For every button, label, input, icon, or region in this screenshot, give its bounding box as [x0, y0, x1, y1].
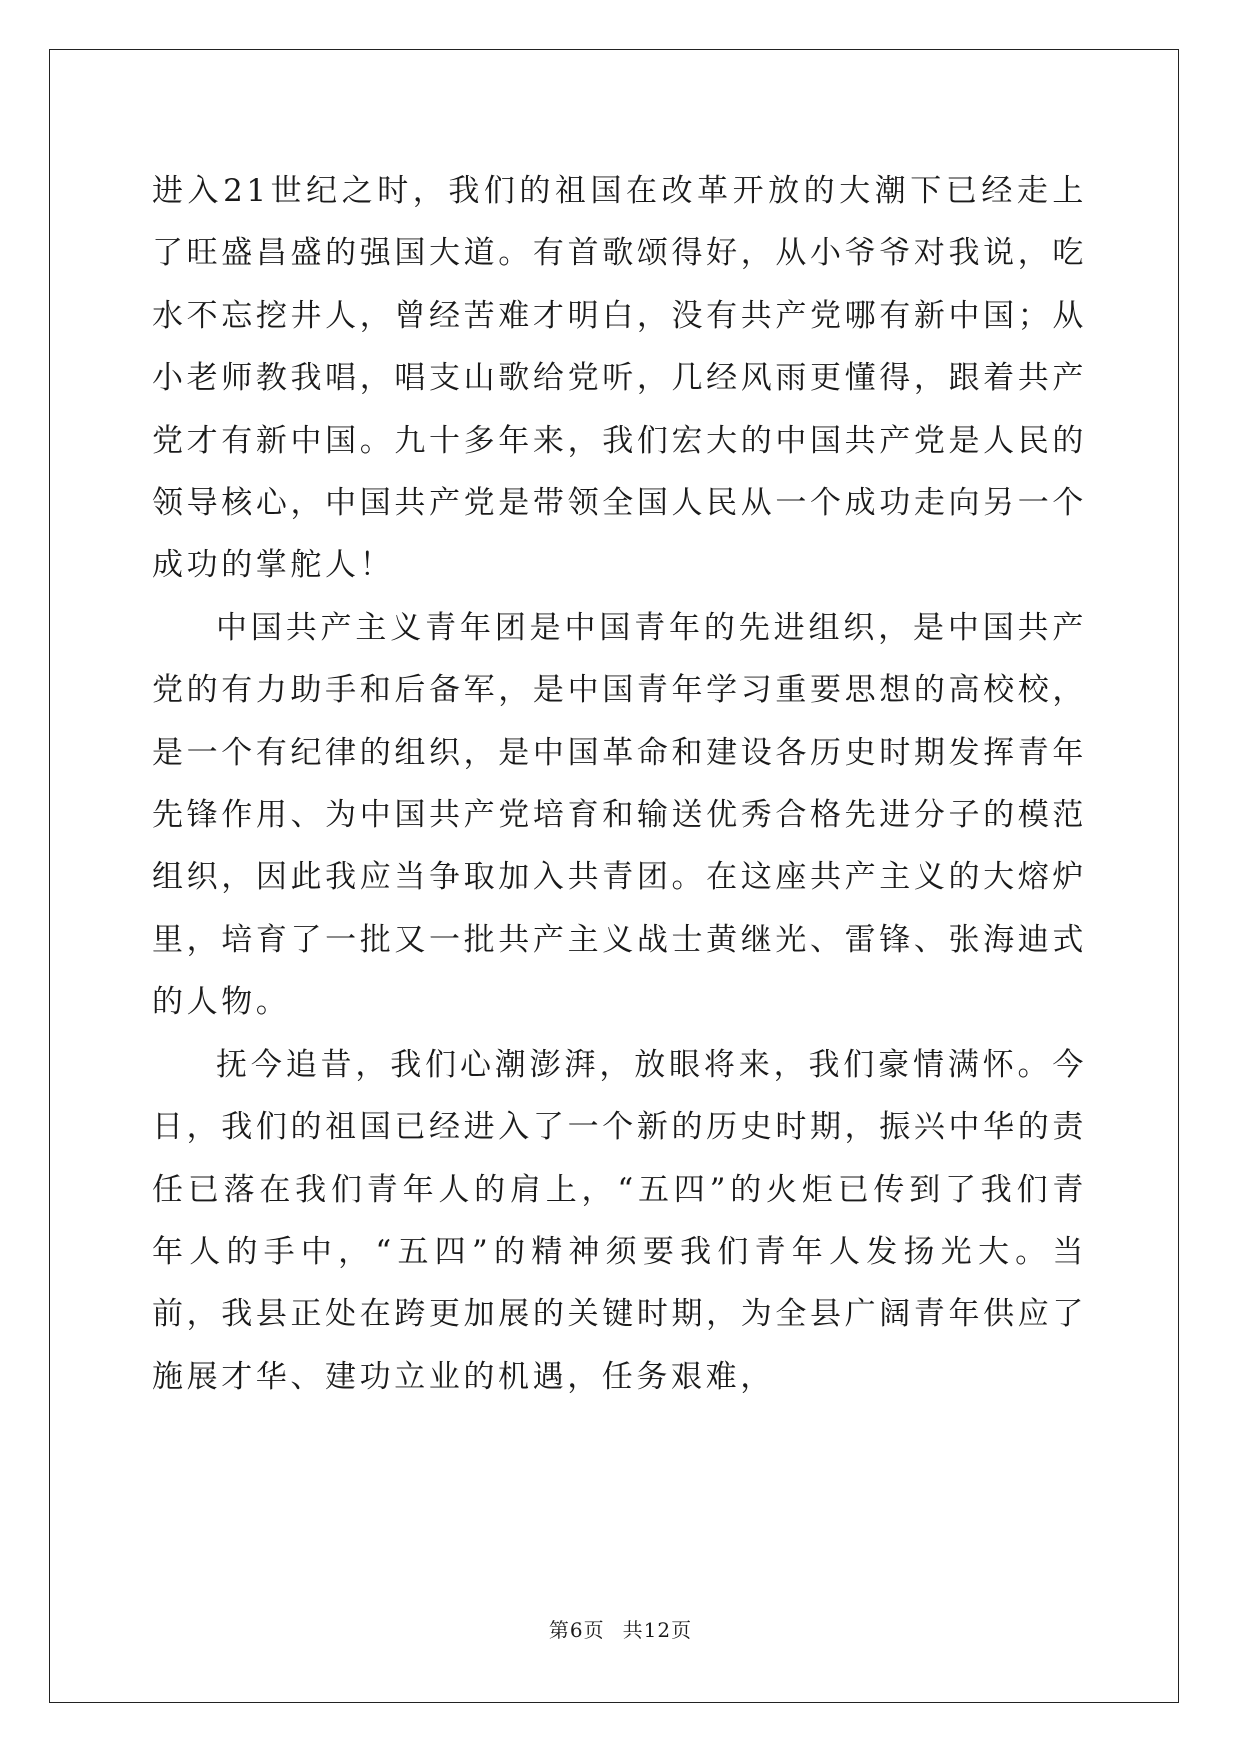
page-number-total: 共12页: [622, 1618, 693, 1642]
document-body: [152, 160, 1087, 1408]
page-number-current: 第6页: [548, 1618, 605, 1642]
paragraph-3: 抚今追昔，我们心潮澎湃，放眼将来，我们豪情满怀。今日，我们的祖国已经进入了一个新的历史时期，振兴中华的责任已落在我们青年人的肩上，“五四”的火炬已传到了我们青年人的手中，“五四”的精神须要我们青年人发扬光大。当前，我县正处在跨更加展的关键时期，为全县广阔青年供应了施展才华、建功立业的机遇，任务艰难，: [152, 1046, 1087, 1395]
paragraph-1: 进入21世纪之时，我们的祖国在改革开放的大潮下已经走上了旺盛昌盛的强国大道。有首歌颂得好，从小爷爷对我说，吃水不忘挖井人，曾经苦难才明白，没有共产党哪有新中国；从小老师教我唱，唱支山歌给党听，几经风雨更懂得，跟着共产党才有新中国。九十多年来，我们宏大的中国共产党是人民的领导核心，中国共产党是带领全国人民从一个成功走向另一个成功的掌舵人！: [152, 173, 1087, 584]
paragraph-2: 中国共产主义青年团是中国青年的先进组织，是中国共产党的有力助手和后备军，是中国青年学习重要思想的高校校，是一个有纪律的组织，是中国革命和建设各历史时期发挥青年先锋作用、为中国共产党培育和输送优秀合格先进分子的模范组织，因此我应当争取加入共青团。在这座共产主义的大熔炉里，培育了一批又一批共产主义战士黄继光、雷锋、张海迪式的人物。: [152, 609, 1087, 1021]
page-footer: [0, 1614, 1241, 1643]
